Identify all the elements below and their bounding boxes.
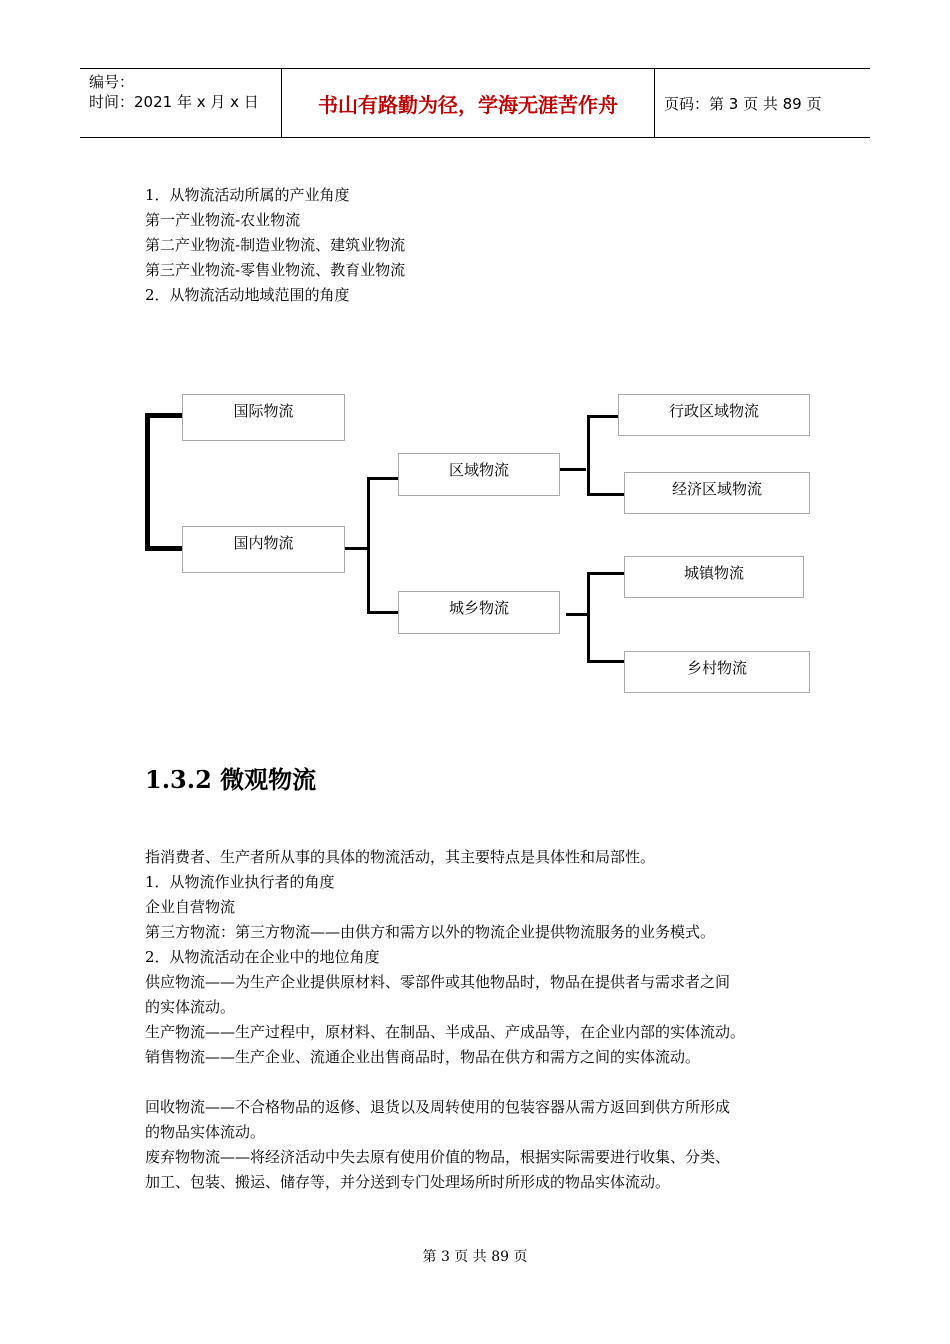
motto: 书山有路勤为径，学海无涯苦作舟 — [282, 69, 655, 137]
node-regional: 区域物流 — [398, 453, 560, 496]
node-urban-rural: 城乡物流 — [398, 591, 560, 634]
connector — [587, 415, 590, 496]
connector — [587, 660, 624, 663]
connector — [566, 613, 588, 616]
node-town: 城镇物流 — [624, 556, 804, 598]
text-line: 第三产业物流-零售业物流、教育业物流 — [145, 261, 406, 279]
connector — [367, 611, 398, 614]
node-domestic: 国内物流 — [182, 526, 345, 573]
text-line: 销售物流——生产企业、流通企业出售商品时，物品在供方和需方之间的实体流动。 — [145, 1048, 701, 1066]
text-line: 1．从物流活动所属的产业角度 — [145, 186, 350, 204]
connector — [145, 413, 150, 551]
connector — [587, 572, 624, 575]
node-economic-region: 经济区域物流 — [624, 472, 810, 514]
connector — [587, 572, 590, 663]
node-admin-region: 行政区域物流 — [618, 394, 810, 436]
text-line: 1．从物流作业执行者的角度 — [145, 873, 335, 891]
text-line: 第一产业物流-农业物流 — [145, 211, 301, 229]
connector — [560, 468, 586, 471]
text-line: 企业自营物流 — [145, 898, 236, 916]
page-footer: 第 3 页 共 89 页 — [422, 1249, 528, 1265]
number-label: 编号： — [89, 73, 135, 91]
text-line: 加工、包装、搬运、储存等，并分送到专门处理场所时所形成的物品实体流动。 — [145, 1173, 671, 1191]
connector — [145, 546, 182, 551]
connector — [145, 413, 182, 418]
text-line: 第二产业物流-制造业物流、建筑业物流 — [145, 236, 406, 254]
text-line: 废弃物物流——将经济活动中失去原有使用价值的物品，根据实际需要进行收集、分类、 — [145, 1148, 731, 1166]
text-line: 2．从物流活动在企业中的地位角度 — [145, 948, 380, 966]
node-international: 国际物流 — [182, 394, 345, 441]
connector — [587, 493, 624, 496]
section-heading: 1.3.2 微观物流 — [145, 765, 317, 794]
node-village: 乡村物流 — [624, 651, 810, 693]
connector — [367, 477, 370, 614]
header-info-cell — [80, 69, 282, 137]
header-table — [80, 68, 870, 138]
connector — [367, 477, 398, 480]
text-line: 生产物流——生产过程中，原材料、在制品、半成品、产成品等，在企业内部的实体流动。 — [145, 1023, 746, 1041]
text-line: 指消费者、生产者所从事的具体的物流活动，其主要特点是具体性和局部性。 — [145, 848, 656, 866]
connector — [344, 547, 369, 550]
page-label: 页码：第 3 页 共 89 页 — [664, 94, 822, 113]
text-line: 供应物流——为生产企业提供原材料、零部件或其他物品时，物品在提供者与需求者之间 — [145, 973, 731, 991]
text-line: 2．从物流活动地域范围的角度 — [145, 286, 350, 304]
connector — [587, 415, 618, 418]
text-line: 回收物流——不合格物品的返修、退货以及周转使用的包装容器从需方返回到供方所形成 — [145, 1098, 731, 1116]
text-line: 的实体流动。 — [145, 998, 236, 1016]
time-label: 时间：2021 年 x 月 x 日 — [89, 93, 259, 111]
text-line: 第三方物流：第三方物流——由供方和需方以外的物流企业提供物流服务的业务模式。 — [145, 923, 716, 941]
text-line: 的物品实体流动。 — [145, 1123, 266, 1141]
